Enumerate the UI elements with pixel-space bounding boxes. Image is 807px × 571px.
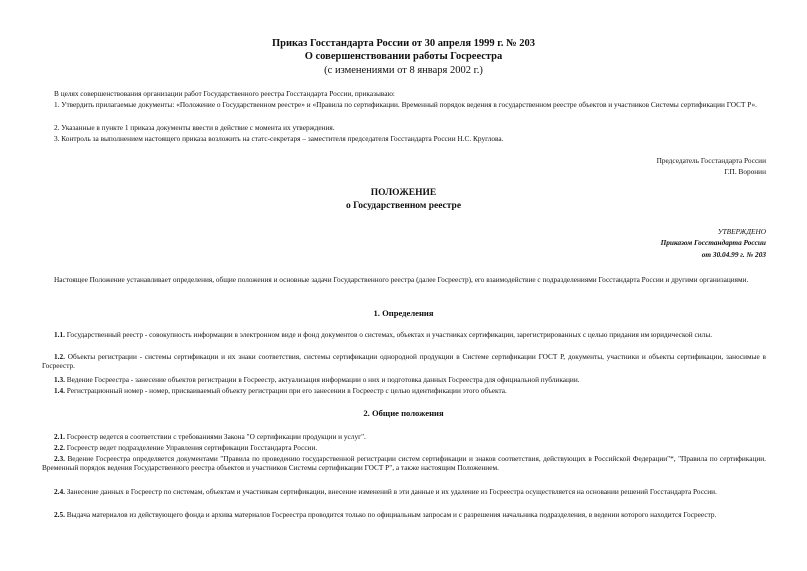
section-2-item: 2.5. Выдача материалов из действующего фонда и архива материалов Госреестра проводится только по официальным запросам и с разрешения начальника подразделения, в ведении которого находится Госреестр. — [54, 510, 717, 519]
regulation-preamble: Настоящее Положение устанавливает определения, общие положения и основные задачи Государственного реестра (далее Госреестр), его взаимодействие с подразделениями Госстандарта России и другими организациями. — [54, 275, 749, 284]
section-1-item: 1.2. Объекты регистрации - системы сертификации и их знаки соответствия, системы сертификации однородной продукции в Системе сертификации ГОСТ Р, документы, участники и объекты сертификации, заносимые в Госреестр. — [42, 352, 767, 370]
section-2-heading: 2. Общие положения — [363, 408, 444, 418]
section-2-item: 2.1. Госреестр ведется в соответствии с требованиями Закона "О сертификации продукции и услуг". — [54, 432, 366, 441]
section-1-item: 1.1. Государственный реестр - совокупность информации в электронном виде и фонд документов о системах, объектах и участниках сертификации, зарегистрированных с целью придания им юридической силы. — [54, 330, 713, 339]
section-2-item: 2.3. Ведение Госреестра определяется документами "Правила по проведению государственной регистрации систем сертификации и знаков соответствия, действующих в Российской Федерации"*, "Правила по сертификации. Временный порядок ведения Государственного реестра объектов и участников Системы сертификации ГОСТ Р", а также настоящим Положением. — [42, 454, 766, 472]
approved-date: от 30.04.99 г. № 203 — [701, 250, 766, 259]
section-1-item: 1.4. Регистрационный номер - номер, присваиваемый объекту регистрации при его занесении в Госреестр с целью идентификации этого объекта. — [54, 386, 507, 395]
section-2-item: 2.2. Госреестр ведет подразделение Управления сертификации Госстандарта России. — [54, 443, 318, 452]
section-1-heading: 1. Определения — [373, 308, 434, 318]
order-intro: В целях совершенствования организации работ Государственного реестра Госстандарта России, приказываю: — [54, 89, 395, 98]
regulation-title: ПОЛОЖЕНИЕ — [370, 188, 437, 198]
approved-by: Приказом Госстандарта России — [660, 238, 766, 247]
section-2-item: 2.4. Занесение данных в Госреестр по системам, объектам и участникам сертификации, внесение изменений в эти данные и их удаление из Госреестра осуществляется на основании решений Госстандарта России. — [54, 487, 717, 496]
signature-role: Председатель Госстандарта России — [656, 156, 766, 165]
regulation-subtitle: о Государственном реестре — [345, 201, 462, 211]
section-1-item: 1.3. Ведение Госреестра - занесение объектов регистрации в Госреестр, актуализация информации о них и подготовка данных Госреестра для официальной публикации. — [54, 375, 580, 384]
order-item-2: 2. Указанные в пункте 1 приказа документы ввести в действие с момента их утверждения. — [54, 123, 335, 132]
approved-label: УТВЕРЖДЕНО — [717, 227, 766, 236]
order-item-1: 1. Утвердить прилагаемые документы: «Положение о Государственном реестре» и «Правила по сертификации. Временный порядок ведения в государственном реестре объектов и участников Системы сертификации ГОСТ Р». — [54, 100, 757, 109]
order-subtitle: О совершенствовании работы Госреестра — [304, 51, 503, 62]
order-amended-note: (с изменениями от 8 января 2002 г.) — [324, 65, 483, 76]
signature-name: Г.П. Воронин — [724, 167, 766, 176]
order-title: Приказ Госстандарта России от 30 апреля 1999 г. № 203 — [271, 38, 536, 49]
order-item-3: 3. Контроль за выполнением настоящего приказа возложить на статс-секретаря – заместителя председателя Госстандарта России Н.С. Круглова. — [54, 134, 504, 143]
